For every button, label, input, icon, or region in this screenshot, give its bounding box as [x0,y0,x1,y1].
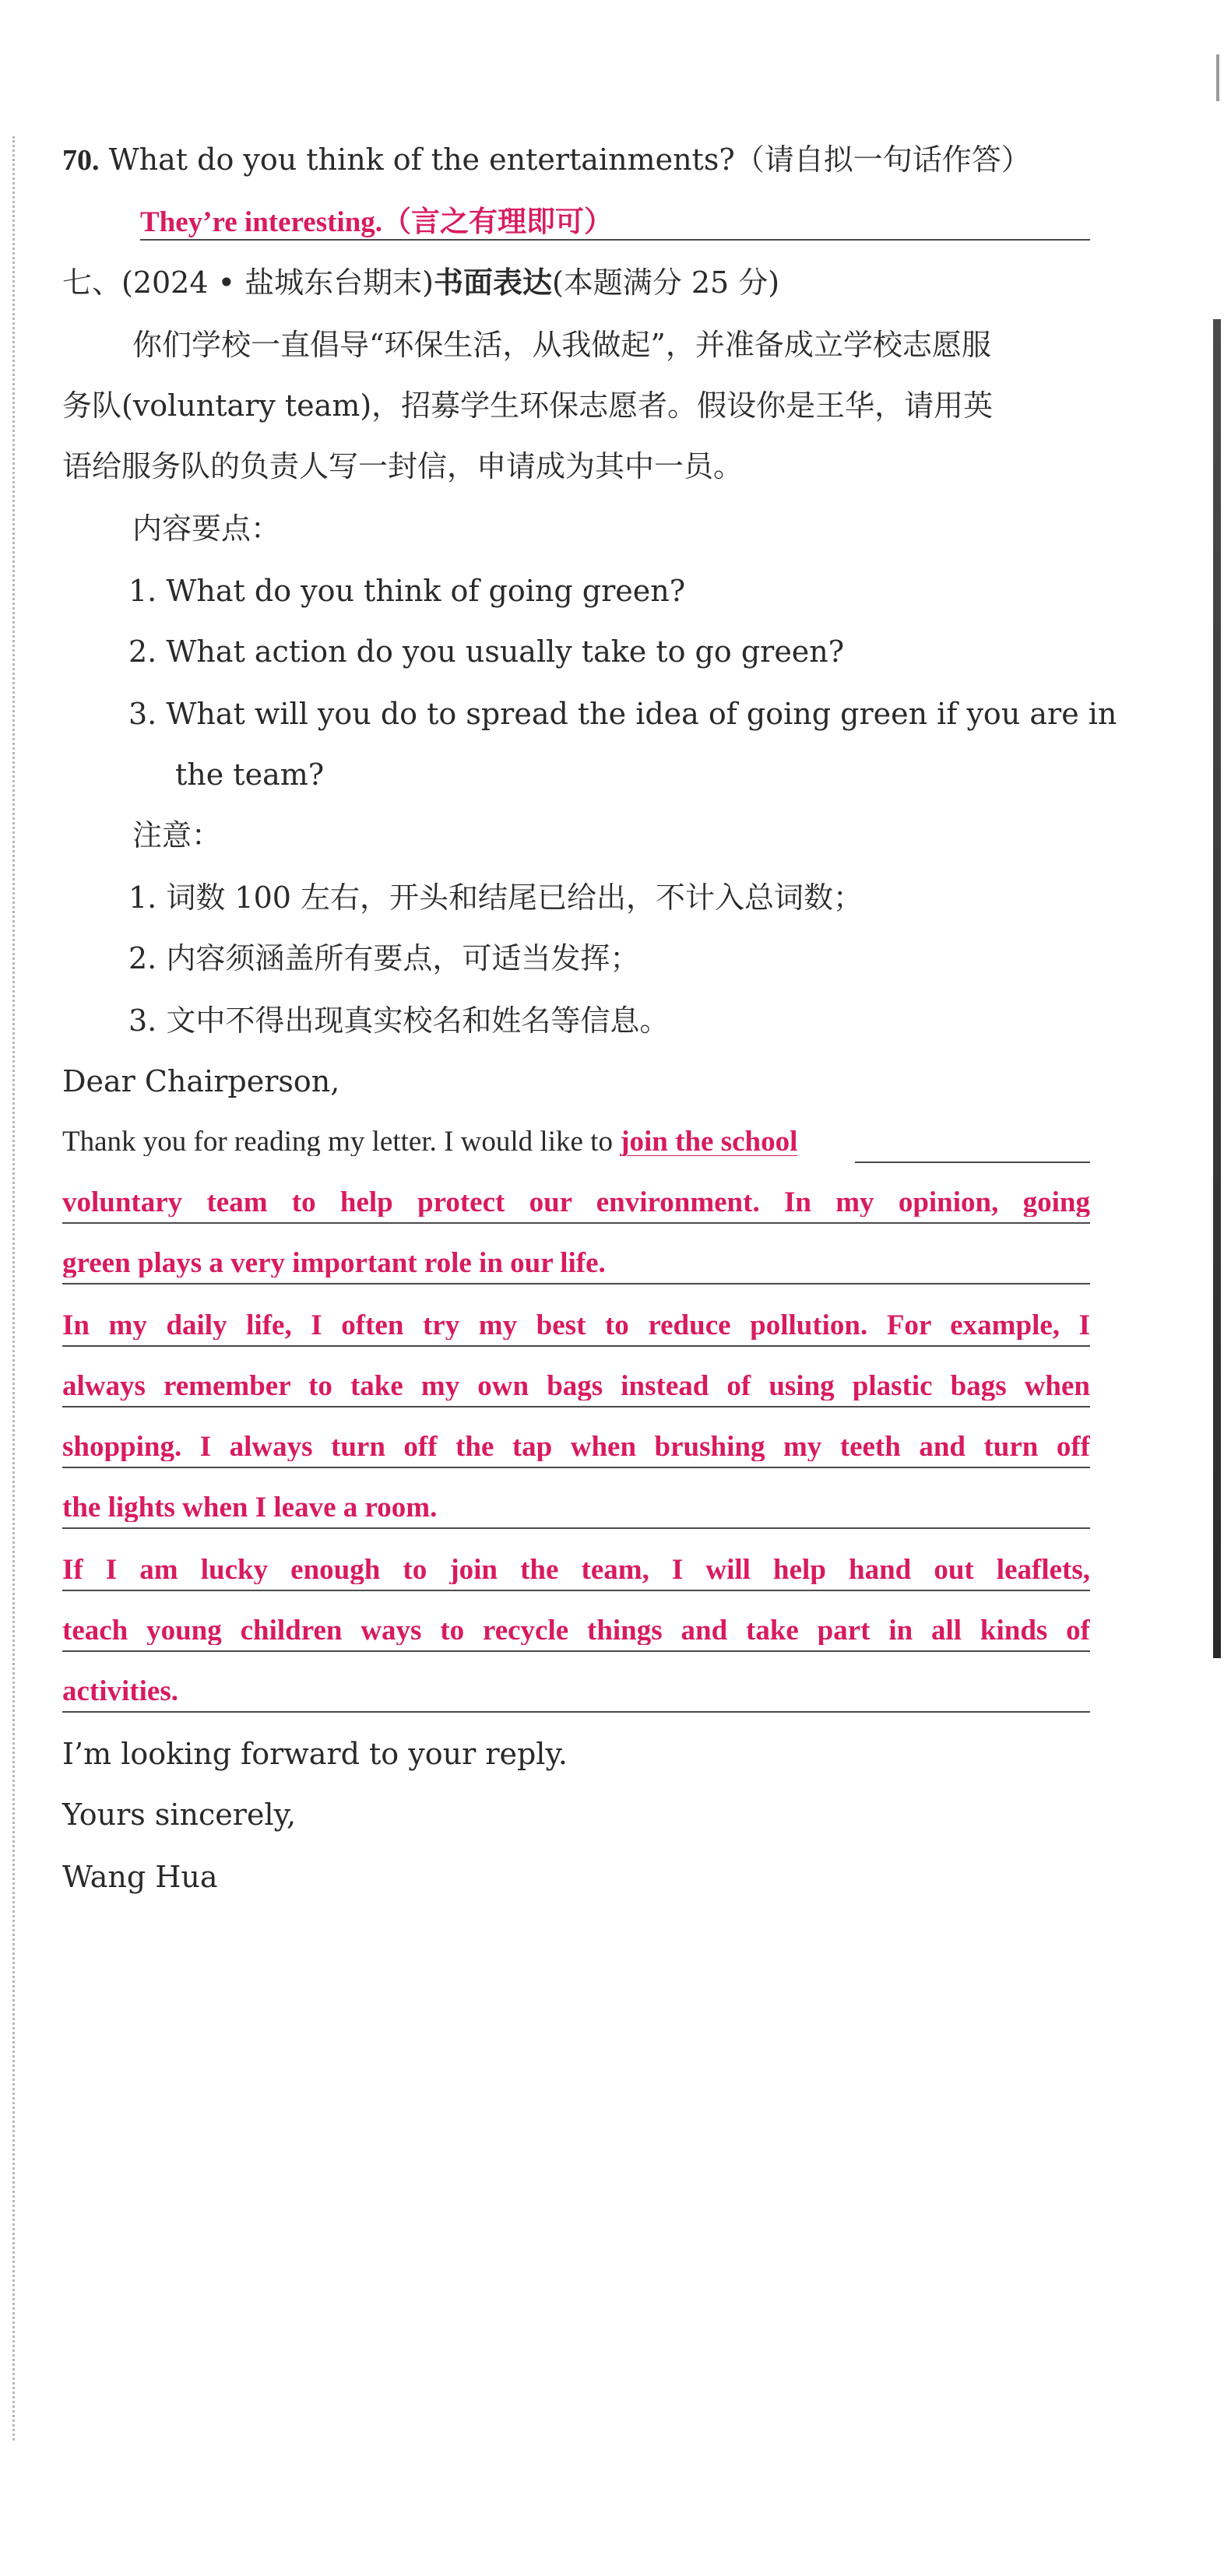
prompt-line-3: 语给服务队的负责人写一封信，申请成为其中一员。 [62,449,744,483]
letter-answer-9: teach young children ways to recycle things and take part in all kinds of [62,1616,1090,1645]
q70-answer-note: （言之有理即可） [382,206,614,238]
letter-closing-line: I’m looking forward to your reply. [62,1737,568,1771]
letter-signature: Wang Hua [62,1860,218,1894]
point-1: 1. What do you think of going green? [128,574,686,608]
letter-answer-1: join the school [620,1127,798,1156]
letter-answer-2: voluntary team to help protect our environment. In my opinion, going [62,1188,1090,1217]
q70-answer: They’re interesting. [140,206,383,238]
note-3: 3. 文中不得出现真实校名和姓名等信息。 [128,1003,670,1038]
letter-line-1 [62,1127,1090,1156]
letter-answer-6: shopping. I always turn off the tap when brushing my teeth and turn off [62,1432,1090,1461]
points-label: 内容要点： [132,511,281,546]
point-3-continued: the team? [175,757,325,792]
note-2: 2. 内容须涵盖所有要点，可适当发挥； [128,941,640,975]
q70-answer-rule [140,239,1090,241]
letter-answer-3: green plays a very important role in our life. [62,1249,606,1277]
letter-answer-8: If I am lucky enough to join the team, I will help hand out leaflets, [62,1555,1090,1584]
letter-rule-5 [62,1406,1090,1407]
letter-answer-7: the lights when I leave a room. [62,1493,438,1522]
note-1: 1. 词数 100 左右，开头和结尾已给出，不计入总词数； [128,880,863,915]
letter-rule-1 [855,1161,1090,1163]
q70-answer-line [140,206,613,237]
prompt-line-1: 你们学校一直倡导“环保生活，从我做起”，并准备成立学校志愿服 [132,328,991,362]
letter-rule-6 [62,1467,1090,1468]
letter-opening: Thank you for reading my letter. I would like to [62,1127,621,1156]
notes-label: 注意： [132,818,222,852]
letter-salutation: Dear Chairperson, [62,1064,340,1098]
section7-header [62,265,780,300]
prompt-line-2: 务队(voluntary team)，招募学生环保志愿者。假设你是王华，请用英 [62,388,994,423]
point-2: 2. What action do you usually take to go green? [128,634,845,669]
section7-header-prefix: 七、(2024 • 盐城东台期末) [62,265,434,300]
scan-edge-mark-top [1216,54,1219,101]
scan-edge-shadow [1213,319,1221,1658]
q70-question-text: What do you think of the entertainments? [108,142,735,177]
letter-sign-off: Yours sincerely, [62,1798,297,1832]
letter-rule-4 [62,1345,1090,1347]
letter-rule-3 [62,1283,1090,1284]
letter-rule-10 [62,1711,1090,1713]
point-3: 3. What will you do to spread the idea of going green if you are in [128,697,1117,731]
letter-answer-5: always remember to take my own bags instead of using plastic bags when [62,1372,1090,1400]
letter-rule-7 [62,1527,1090,1529]
letter-answer-4: In my daily life, I often try my best to reduce pollution. For example, I [62,1311,1090,1340]
q70-question [62,142,1031,177]
q70-number: 70. [62,144,100,177]
letter-rule-2 [62,1222,1090,1224]
section7-header-title: 书面表达 [433,265,552,300]
q70-hint: （请自拟一句话作答） [734,142,1031,177]
letter-rule-9 [62,1650,1090,1652]
letter-rule-8 [62,1590,1090,1591]
page-margin-dotted-line [12,136,15,2441]
letter-answer-10: activities. [62,1677,178,1706]
section7-header-suffix: (本题满分 25 分) [551,265,780,300]
